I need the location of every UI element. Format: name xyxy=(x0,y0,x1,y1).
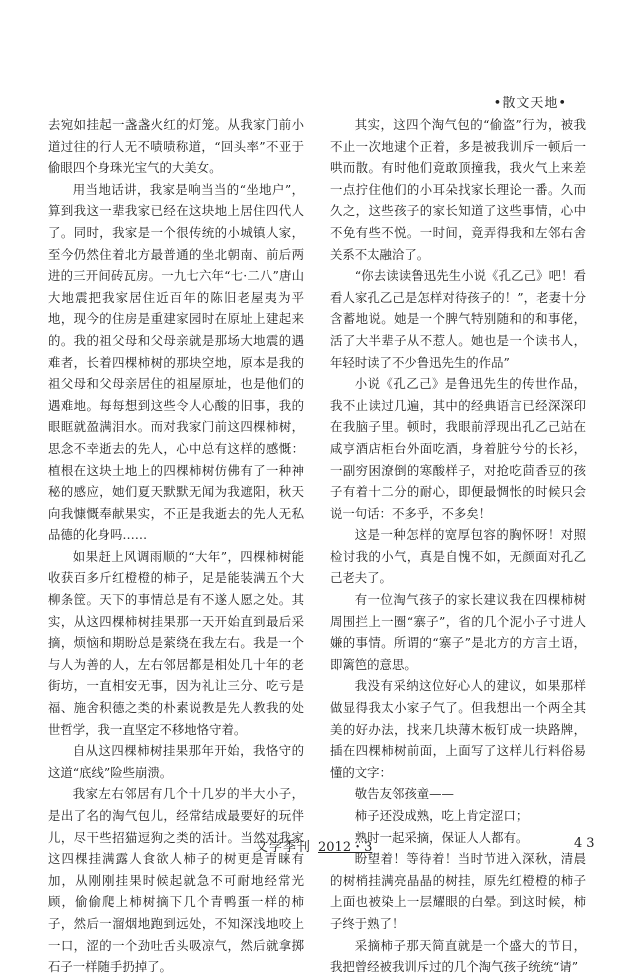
paragraph: 我没有采纳这位好心人的建议，如果那样做显得我太小家子气了。但我想出一个两全其美的好办法，找来几块薄木板钉成一块路牌，插在四棵柿树前面，上面写了这样儿行料俗易懂的文字： xyxy=(330,678,586,780)
paragraph: 我家左右邻居有几个十几岁的半大小子，是出了名的淘气包儿，经常结成最要好的玩伴儿，尽干些招猫逗狗之类的活计。当然对我家这四棵挂满露人食欲人柿子的树更是青睐有加，从刚刚挂果时候起就急不可耐地经常光顾，偷偷爬上柿树摘下几个青鸭蛋一样的柿子，然后一溜烟地跑到远处，不知深浅地咬上一口，涩的一个劲吐舌头吸凉气，然后就拿掷石子一样随手扔掉了。 xyxy=(48,786,304,975)
section-title: •散文天地• xyxy=(493,96,567,111)
paragraph: 其实，这四个淘气包的“偷盗”行为，被我不止一次地逮个正着，多是被我训斥一顿后一哄而散。有时他们竟敢顶撞我，我火气上来差一点拧住他们的小耳朵找家长理论一番。久而久之，这些孩子的家长知道了这些事情，心中不免有些不悦。一时间，竟弄得我和左邻右舍关系不太融洽了。 xyxy=(330,117,586,262)
paragraph: 这是一种怎样的宽厚包容的胸怀呀！对照检讨我的小气，真是自愧不如，无颜面对孔乙己老夫了。 xyxy=(330,527,586,586)
paragraph: 自从这四棵柿树挂果那年开始，我恪守的这道“底线”险些崩溃。 xyxy=(48,743,304,780)
page-number: 43 xyxy=(574,836,599,851)
sign-line: 熟时一起采摘，保证人人都有。 xyxy=(354,829,529,845)
paragraph: 如果赶上风调雨顺的“大年”，四棵柿树能收获百多斤红橙橙的柿子，足是能装满五个大柳条筐。天下的事情总是有不遂人愿之处。其实，从这四棵柿树挂果那一天开始直到最后采摘，烦恼和期盼总是萦绕在我左右。我是一个与人为善的人，左右邻居都是相处几十年的老街坊，一直相安无事，因为礼让三分、吃亏是福、施舍积德之类的朴素说教是先人教我的处世哲学，我一直坚定不移地恪守着。 xyxy=(48,548,304,737)
paragraph: 小说《孔乙己》是鲁迅先生的传世作品，我不止读过几遍，其中的经典语言已经深深印在我脑子里。顿时，我眼前浮现出孔乙己站在咸亨酒店柜台外面吃酒，身着脏兮兮的长衫，一副穷困潦倒的寒酸样子，对抢吃茴香豆的孩子有着十二分的耐心，即便最惆怅的时候只会说一句话：不多乎，不多矣！ xyxy=(330,376,586,521)
paragraph: 有一位淘气孩子的家长建议我在四棵柿树周围拦上一圈“寨子”，省的几个泥小子寸进人嫌的事情。所谓的“寨子”是北方的方言土语，即篱笆的意思。 xyxy=(330,592,586,672)
paragraph: 用当地话讲，我家是响当当的“坐地户”，算到我这一辈我家已经在这块地上居住四代人了。同时，我家是一个很传统的小城镇人家，至今仍然住着北方最普通的坐北朝南、前后两进的三开间砖瓦房。一九七六年“七·二八”唐山大地震把我家居住近百年的陈旧老屋夷为平地，现今的住房是重建家园时在原址上建起来的。我的祖父母和父母亲就是那场大地震的遇难者，长着四棵柿树的那块空地，原本是我的祖父母和父母亲居住的祖屋原址，也是他们的遇难地。每每想到这些令人心酸的旧事，我的眼眶就盈满泪水。而对我家门前这四棵柿树，思念不幸逝去的先人，心中总有这样的感慨：植根在这块土地上的四棵柿树仿佛有了一种神秘的感应，她们夏天默默无闻为我遮阳，秋天向我慷慨奉献果实，不正是我逝去的先人无私品德的化身吗…… xyxy=(48,181,304,543)
paragraph: 采摘柿子那天简直就是一个盛大的节日，我把曾经被我训斥过的几个淘气孩子统统“请” xyxy=(330,937,586,975)
paragraph: 去宛如挂起一盏盏火红的灯笼。从我家门前小道过往的行人无不啧啧称道，“回头率”不亚于偷眼四个身珠光宝气的大美女。 xyxy=(48,117,304,176)
sign-title: 敬告友邻孩童—— xyxy=(354,786,454,802)
issue-number: 2012・3 xyxy=(318,840,373,855)
journal-name: 文学季刊 xyxy=(255,840,312,855)
paragraph: “你去读读鲁迅先生小说《孔乙己》吧！看看人家孔乙己是怎样对待孩子的！”，老妻十分含蓄地说。她是一个脾气特别随和的和事佬，活了大半辈子从不惹人。她也是一个读书人，年轻时读了不少鲁迅先生的作品” xyxy=(330,268,586,370)
paragraph: 盼望着！等待着！当时节进入深秋，清晨的树梢挂满亮晶晶的树挂，原先红橙橙的柿子上面也被染上一层耀眼的白晕。到这时候，柿子终于熟了！ xyxy=(330,851,586,931)
sign-line: 柿子还没成熟，吃上肯定涩口； xyxy=(354,808,529,823)
